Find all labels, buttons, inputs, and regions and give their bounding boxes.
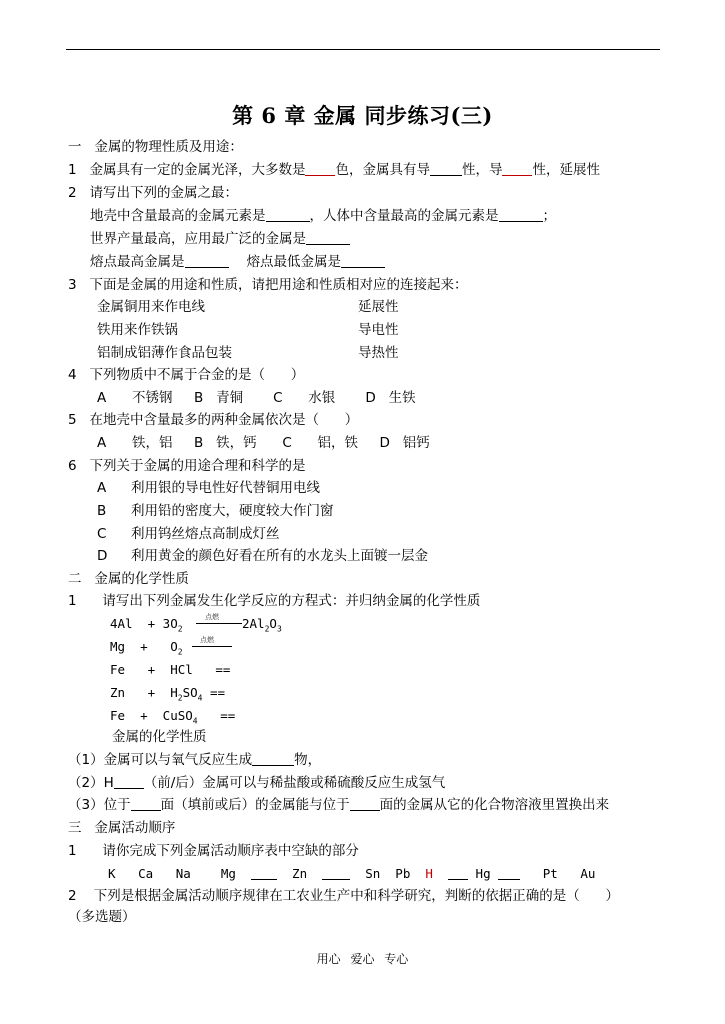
question-3-2: 2 下列是根据金属活动顺序规律在工农业生产中和科学研究，判断的依据正确的是（ ） <box>68 888 620 904</box>
question-1-3: 3 下面是金属的用途和性质，请把用途和性质相对应的连接起来： <box>68 277 468 293</box>
answer-blank[interactable] <box>448 865 468 880</box>
chemical-properties-label: 金属的化学性质 <box>112 729 207 745</box>
answer-blank[interactable] <box>306 230 350 245</box>
answer-blank[interactable] <box>498 865 520 880</box>
use-item: 铝制成铝薄作食品包装 <box>97 345 232 361</box>
ignition-condition: 点燃 <box>205 613 219 621</box>
answer-blank[interactable] <box>502 161 532 176</box>
question-1-2-line2: 世界产量最高，应用最广泛的金属是 <box>90 230 350 248</box>
question-1-6: 6 下列关于金属的用途合理和科学的是 <box>68 458 306 474</box>
page-footer: 用心 爱心 专心 <box>316 952 409 966</box>
header-rule <box>66 49 660 50</box>
option-letter: C <box>97 526 107 542</box>
answer-blank[interactable] <box>341 253 385 268</box>
property-2: （2）H （前/后）金属可以与稀盐酸或稀硫酸反应生成氢气 <box>68 775 446 791</box>
option-letter: D <box>97 548 108 564</box>
equation-4: $Zn + H_2SO_4$ == <box>110 685 226 703</box>
answer-blank[interactable] <box>266 207 310 222</box>
ignition-condition: 点燃 <box>200 636 214 644</box>
section-3-heading: 三 金属活动顺序 <box>68 820 176 836</box>
property-1: （1）金属可以与氧气反应生成 物， <box>68 752 322 768</box>
answer-blank[interactable] <box>252 751 294 766</box>
property-item: 导电性 <box>358 322 399 338</box>
equation-1-right: $2Al_2O_3$ <box>242 616 282 634</box>
question-1-2-line3: 熔点最高金属是 熔点最低金属是 <box>90 253 385 271</box>
reaction-arrow <box>192 646 232 647</box>
multiple-choice-note: （多选题） <box>68 909 136 925</box>
property-3: （3）位于 面（填前或后）的金属能与位于 面的金属从它的化合物溶液里置换出来 <box>68 797 610 813</box>
answer-blank[interactable] <box>185 253 229 268</box>
option-text: 利用黄金的颜色好看在所有的水龙头上面镀一层金 <box>131 548 428 564</box>
equation-5: Fe + CuSO$_4$ == <box>110 708 236 726</box>
property-item: 延展性 <box>358 299 399 315</box>
answer-blank[interactable] <box>499 207 543 222</box>
property-item: 导热性 <box>358 345 399 361</box>
answer-blank[interactable] <box>430 161 462 176</box>
equation-2-left: $Mg + O_2$ <box>110 639 183 657</box>
option-text: 利用钨丝熔点高制成灯丝 <box>131 526 280 542</box>
answer-blank[interactable] <box>114 774 144 789</box>
section-2-heading: 二 金属的化学性质 <box>68 571 189 587</box>
option-text: 利用银的导电性好代替铜用电线 <box>131 480 320 496</box>
question-1-2-line1: 地壳中含量最高的金属元素是 ，人体中含量最高的金属元素是 ； <box>90 208 556 224</box>
equation-3: Fe + HCl == <box>110 662 231 677</box>
question-1-4: 4 下列物质中不属于合金的是（ ） <box>68 367 305 383</box>
question-1-2: 2 请写出下列的金属之最： <box>68 185 238 201</box>
option-letter: B <box>97 503 107 519</box>
question-1-5: 5 在地壳中含量最多的两种金属依次是（ ） <box>68 412 359 428</box>
question-1-5-options: A 铁，铝 B 铁，钙 C 铝，铁 D 铝钙 <box>97 435 430 451</box>
answer-blank[interactable] <box>350 796 380 811</box>
use-item: 铁用来作铁锅 <box>97 322 178 338</box>
answer-blank[interactable] <box>131 796 161 811</box>
question-3-1: 1 请你完成下列金属活动顺序表中空缺的部分 <box>68 843 359 859</box>
question-1-1: 1 金属具有一定的金属光泽，大多数是 色，金属具有导 性，导 性，延展性 <box>68 162 600 178</box>
question-2-1: 1 请写出下列金属发生化学反应的方程式：并归纳金属的化学性质 <box>68 593 481 609</box>
question-1-4-options: A 不锈钢 B 青铜 C 水银 D 生铁 <box>97 390 416 406</box>
answer-blank[interactable] <box>251 865 277 880</box>
activity-series: K Ca Na Mg Zn Sn Pb H Hg Pt Au <box>108 866 596 881</box>
answer-blank[interactable] <box>305 161 335 176</box>
answer-blank[interactable] <box>322 865 350 880</box>
option-text: 利用铅的密度大，硬度较大作门窗 <box>131 503 334 519</box>
use-item: 金属铜用来作电线 <box>97 299 205 315</box>
equation-1-left: $4Al + 3O_2$ <box>110 616 183 634</box>
option-letter: A <box>97 480 107 496</box>
section-1-heading: 一 金属的物理性质及用途： <box>68 139 243 155</box>
page-title: 第 6 章 金属 同步练习(三) <box>232 103 493 128</box>
reaction-arrow <box>196 623 242 624</box>
